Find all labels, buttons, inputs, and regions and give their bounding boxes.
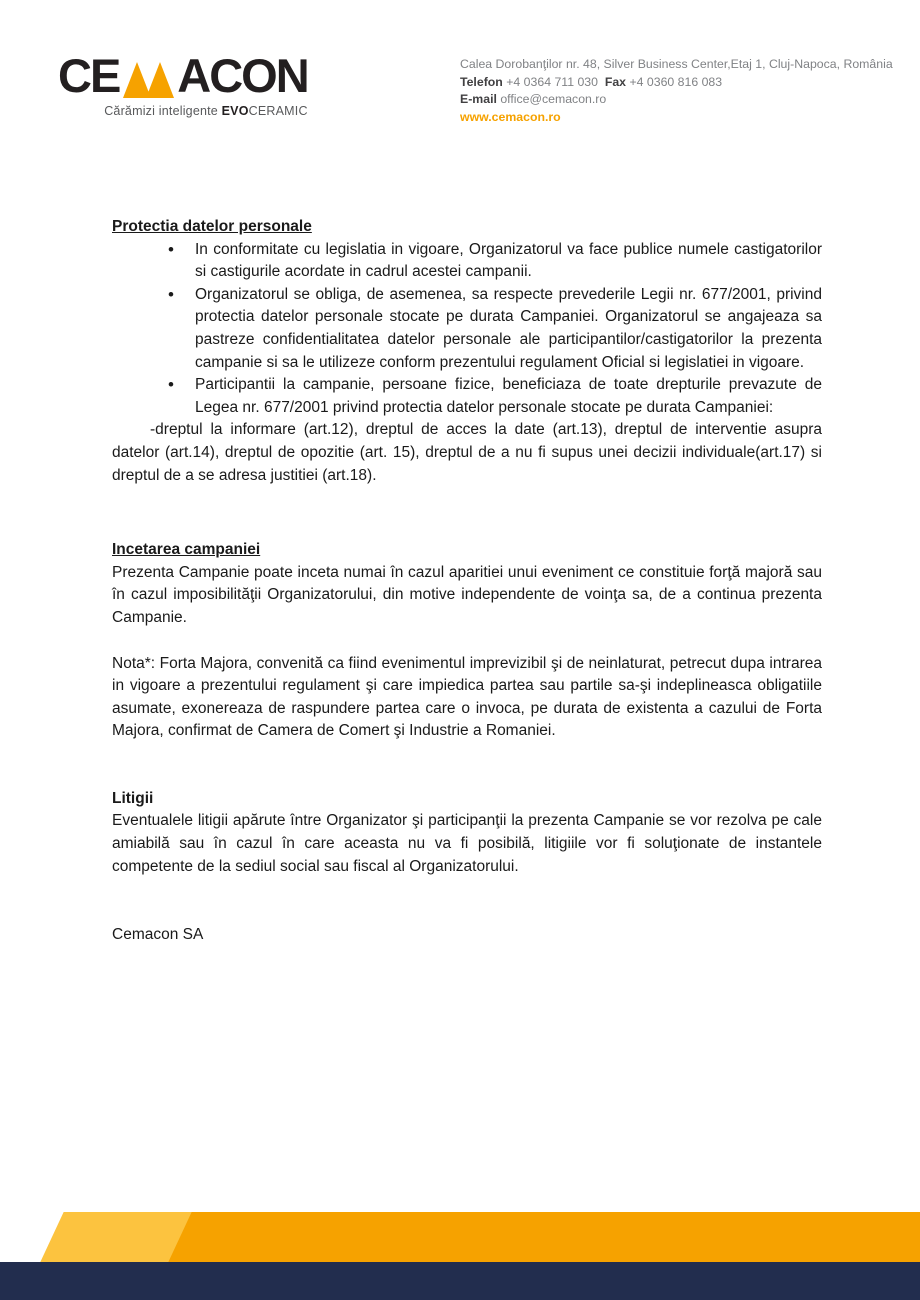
footer (0, 1208, 920, 1300)
tagline-ceramic: CERAMIC (248, 104, 308, 118)
phone-number: +4 0364 711 030 (506, 74, 598, 89)
contact-address: Calea Dorobanţilor nr. 48, Silver Business Center,Etaj 1, Cluj-Napoca, România (460, 57, 893, 71)
phone-label: Telefon (460, 74, 503, 89)
website-link[interactable]: www.cemacon.ro (460, 109, 561, 124)
footer-orange-band (132, 1212, 920, 1262)
incetarea-paragraph: Prezenta Campanie poate inceta numai în cazul aparitiei unui eveniment ce constituie forţă majoră sau în cazul imposibilităţii Organizatorului, din motive independente de voinţa sa, de a continua prezenta Campanie. (112, 563, 822, 626)
bullet-item: • In conformitate cu legislatia in vigoare, Organizatorul va face publice numele castigatorilor si castigurile acordate in cadrul acestei campanii. (112, 239, 822, 284)
bullet-item: • Participantii la campanie, persoane fizice, beneficiaza de toate drepturile prevazute de Legea nr. 677/2001 privind protectia datelor personale stocate pe durata Campaniei: (112, 374, 822, 419)
logo-m-triangles-icon (123, 62, 174, 98)
email-link[interactable]: office@cemacon.ro (500, 92, 607, 106)
bullet-item: • Organizatorul se obliga, de asemenea, sa respecte prevederile Legii nr. 677/2001, privind protectia datelor personale stocate pe durata Campaniei. Organizatorul se angajeaza sa pastreze confidentialitatea datelor personale ale participantilor/castigatorilor la prezenta campanie si sa le utilizeze conform prezentului regulament Oficial si legislatiei in vigoare. (112, 284, 822, 374)
contact-email (460, 91, 893, 109)
logo-text-ce: CE (58, 49, 120, 102)
logo (58, 49, 308, 118)
contact-block (460, 56, 893, 126)
email-label: E-mail (460, 92, 497, 106)
section-title-incetarea: Incetarea campaniei (112, 541, 261, 559)
logo-wordmark (58, 49, 308, 102)
section-title-protectia-datelor: Protectia datelor personale (112, 218, 312, 235)
logo-text-acon: ACON (177, 49, 308, 102)
contact-website (460, 109, 893, 127)
footer-light-parallelogram (40, 1212, 191, 1262)
footer-navy-bar (0, 1262, 920, 1300)
tagline-evo: EVO (221, 104, 249, 118)
nota-paragraph: Nota*: Forta Majora, convenită ca fiind evenimentul imprevizibil şi de neinlaturat, petrecut dupa intrarea in vigoare a prezentului regulament şi care impiedica partea sau partile sa-şi indeplineasca obligatiile asumate, exonereaza de raspundere partea care o invoca, pe durata de existenta a cazului de Forta Majora, confirmat de Camera de Comert şi Industrie a Romaniei. (112, 654, 822, 740)
section-title-litigii: Litigii (112, 789, 154, 807)
logo-triangle-icon (146, 62, 174, 98)
litigii-paragraph: Eventualele litigii apărute între Organizator şi participanţii la prezenta Campanie se vor rezolva pe cale amiabilă sau în cazul în care aceasta nu va fi posibilă, litigiile vor fi soluţionate de instantele competente de la sediul social sau fiscal al Organizatorului. (112, 812, 822, 875)
fax-number: +4 0360 816 083 (629, 74, 723, 89)
rights-paragraph: -dreptul la informare (art.12), dreptul de acces la date (art.13), dreptul de interventie asupra datelor (art.14), dreptul de opozitie (art. 15), dreptul de a nu fi supus unei decizii individuale(art.17) si dreptul de a se adresa justitiei (art.18). (112, 421, 822, 484)
document-body (112, 216, 822, 947)
signature: Cemacon SA (112, 926, 204, 944)
fax-label: Fax (604, 74, 627, 89)
logo-tagline (58, 104, 308, 118)
contact-phone-fax (460, 74, 893, 92)
bullet-list (112, 239, 822, 420)
tagline-prefix: Cărămizi inteligente (104, 104, 222, 118)
